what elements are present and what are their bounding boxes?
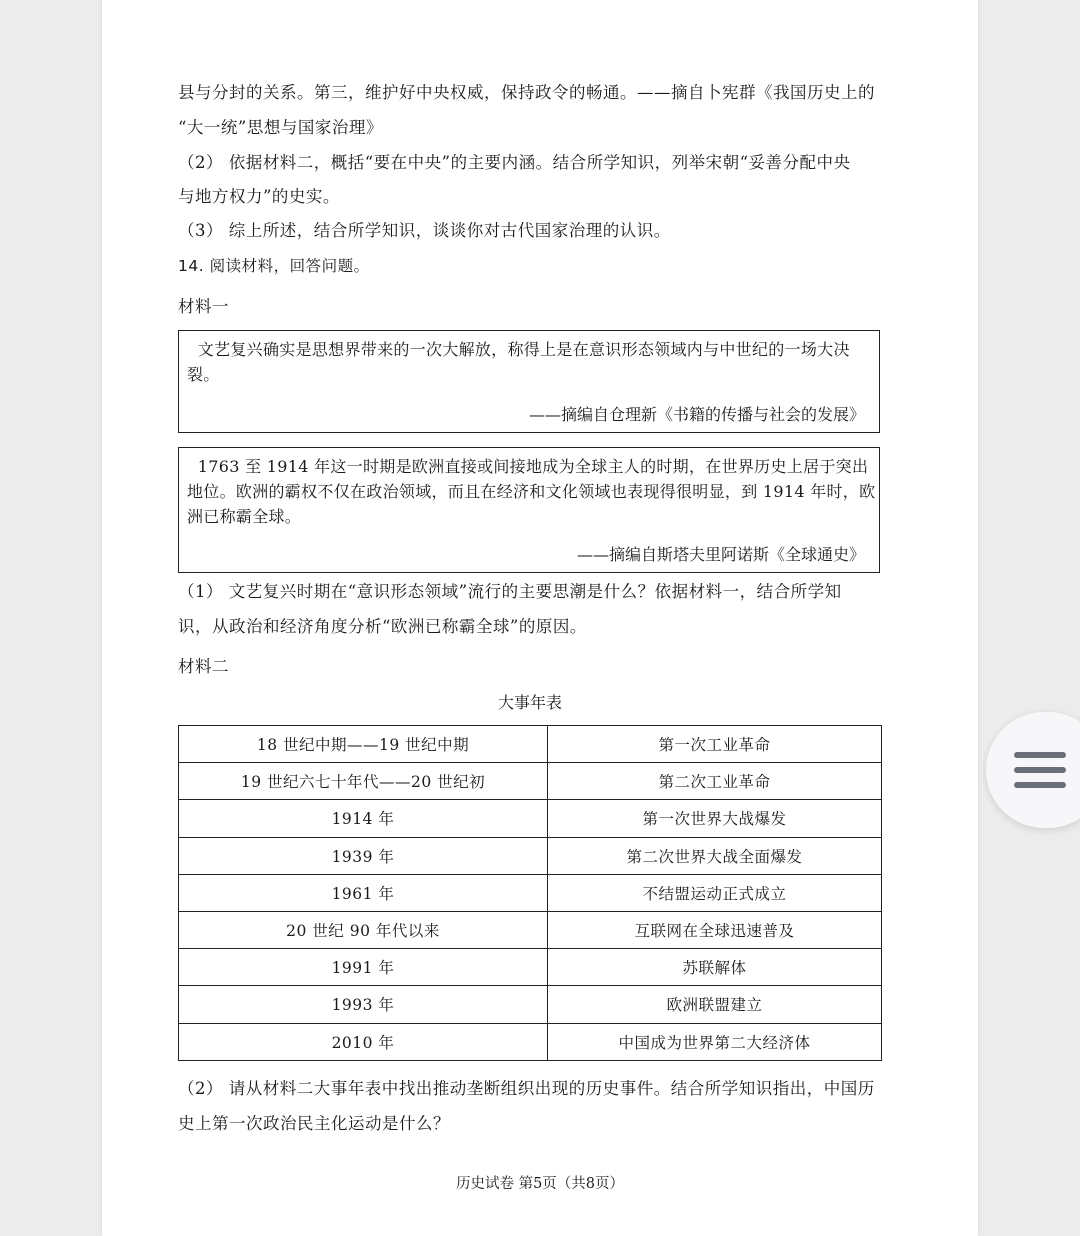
table-cell-time: 18 世纪中期——19 世纪中期: [179, 726, 548, 763]
table-cell-event: 第二次世界大战全面爆发: [548, 837, 882, 874]
table-row: [179, 726, 882, 763]
document-page: [102, 0, 978, 1236]
quote-text: 1763 至 1914 年这一时期是欧洲直接或间接地成为全球主人的时期，在世界历史上居于突出地位。欧洲的霸权不仅在政治领域，而且在经济和文化领域也表现得很明显，到 1914 年时，欧洲已称霸全球。: [187, 457, 876, 526]
table-cell-event: 互联网在全球迅速普及: [548, 911, 882, 948]
material-1-quote-box: [178, 330, 880, 433]
table-cell-time: 2010 年: [179, 1023, 548, 1060]
table-title: 大事年表: [497, 693, 562, 712]
table-cell-event: 苏联解体: [548, 949, 882, 986]
menu-button[interactable]: [986, 712, 1080, 828]
table-cell-time: 20 世纪 90 年代以来: [179, 911, 548, 948]
table-cell-event: 第一次工业革命: [548, 726, 882, 763]
table-cell-event: 第一次世界大战爆发: [548, 800, 882, 837]
table-cell-time: 19 世纪六七十年代——20 世纪初: [179, 763, 548, 800]
table-cell-event: 不结盟运动正式成立: [548, 874, 882, 911]
table-row: [179, 986, 882, 1023]
question-13-3: （3） 综上所述，结合所学知识，谈谈你对古代国家治理的认识。: [178, 221, 671, 240]
text-line: “大一统”思想与国家治理》: [178, 118, 383, 137]
quote-source: ——摘编自仓理新《书籍的传播与社会的发展》: [528, 405, 865, 424]
quote-text: 文艺复兴确实是思想界带来的一次大解放，称得上是在意识形态领域内与中世纪的一场大决裂。: [187, 340, 850, 384]
text-line: 史上第一次政治民主化运动是什么？: [178, 1114, 450, 1133]
question-14-heading: 14. 阅读材料，回答问题。: [178, 257, 370, 275]
table-row: [179, 949, 882, 986]
table-cell-time: 1961 年: [179, 874, 548, 911]
table-row: [179, 837, 882, 874]
table-cell-time: 1914 年: [179, 800, 548, 837]
table-cell-time: 1939 年: [179, 837, 548, 874]
page-footer: 历史试卷 第5页（共8页）: [455, 1176, 625, 1192]
question-14-1: （1） 文艺复兴时期在“意识形态领域”流行的主要思潮是什么？依据材料一，结合所学知: [178, 582, 842, 601]
question-13-2: （2） 依据材料二，概括“要在中央”的主要内涵。结合所学知识，列举宋朝“妥善分配中央: [178, 153, 851, 172]
table-row: [179, 874, 882, 911]
material-1-label: 材料一: [178, 297, 229, 316]
quote-source: ——摘编自斯塔夫里阿诺斯《全球通史》: [576, 545, 865, 564]
table-row: [179, 763, 882, 800]
table-row: [179, 911, 882, 948]
table-row: [179, 1023, 882, 1060]
text-line: 识，从政治和经济角度分析“欧洲已称霸全球”的原因。: [178, 617, 587, 636]
material-2-label: 材料二: [178, 657, 229, 676]
material-1-quote-box-2: [178, 447, 880, 573]
table-cell-time: 1991 年: [179, 949, 548, 986]
table-cell-event: 第二次工业革命: [548, 763, 882, 800]
text-line: 与地方权力”的史实。: [178, 187, 340, 206]
table-cell-time: 1993 年: [179, 986, 548, 1023]
table-cell-event: 欧洲联盟建立: [548, 986, 882, 1023]
text-line: 县与分封的关系。第三，维护好中央权威，保持政令的畅通。——摘自卜宪群《我国历史上的: [178, 83, 875, 102]
chronology-table: [178, 725, 882, 1061]
table-cell-event: 中国成为世界第二大经济体: [548, 1023, 882, 1060]
table-row: [179, 800, 882, 837]
question-14-2: （2） 请从材料二大事年表中找出推动垄断组织出现的历史事件。结合所学知识指出，中国历: [178, 1079, 875, 1098]
